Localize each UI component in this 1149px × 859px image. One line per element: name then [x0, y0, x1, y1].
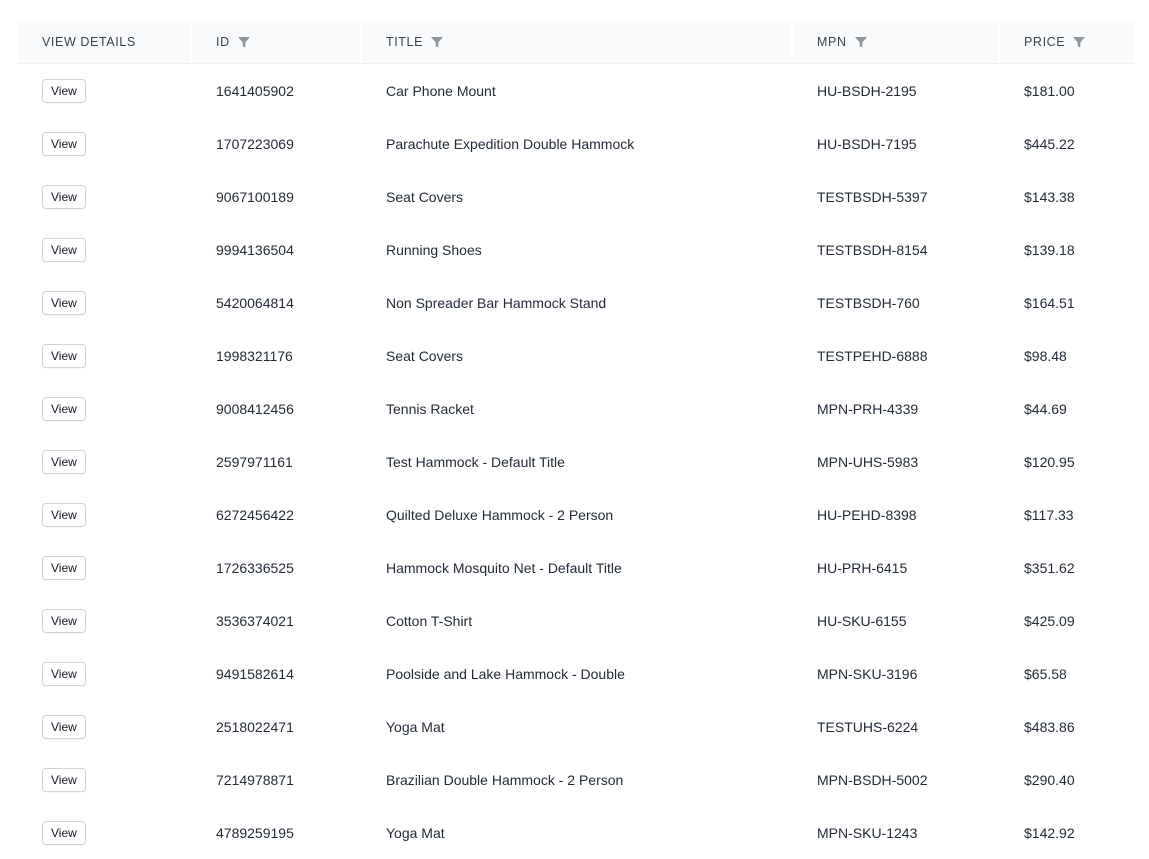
table-header — [18, 20, 1134, 64]
table-row — [18, 170, 1134, 223]
cell-title: Yoga Mat — [386, 824, 445, 841]
table-row — [18, 223, 1134, 276]
cell-id: 9994136504 — [216, 241, 294, 258]
cell-view — [18, 291, 192, 315]
cell-price: $139.18 — [1024, 241, 1075, 258]
cell-id: 2597971161 — [216, 453, 293, 470]
cell-title: Brazilian Double Hammock - 2 Person — [386, 771, 624, 788]
view-button[interactable]: View — [42, 768, 86, 792]
filter-icon[interactable] — [1073, 36, 1085, 48]
cell-price: $425.09 — [1024, 612, 1075, 629]
cell-price: $98.48 — [1024, 347, 1067, 364]
cell-mpn: HU-SKU-6155 — [817, 612, 907, 629]
filter-icon[interactable] — [238, 36, 250, 48]
cell-id: 1641405902 — [216, 82, 294, 99]
view-button[interactable]: View — [42, 662, 86, 686]
table-row — [18, 276, 1134, 329]
cell-view — [18, 503, 192, 527]
cell-price: $120.95 — [1024, 453, 1075, 470]
cell-id: 1726336525 — [216, 559, 294, 576]
cell-mpn: MPN-UHS-5983 — [817, 453, 919, 470]
cell-price: $44.69 — [1024, 400, 1067, 417]
column-header-price[interactable] — [1000, 20, 1134, 63]
view-button[interactable]: View — [42, 503, 86, 527]
filter-icon[interactable] — [431, 36, 443, 48]
cell-price: $445.22 — [1024, 135, 1075, 152]
cell-id: 2518022471 — [216, 718, 294, 735]
column-header-label: VIEW DETAILS — [42, 34, 136, 49]
view-button[interactable]: View — [42, 609, 86, 633]
cell-title: Poolside and Lake Hammock - Double — [386, 665, 625, 682]
cell-title: Running Shoes — [386, 241, 482, 258]
cell-view — [18, 715, 192, 739]
cell-title: Hammock Mosquito Net - Default Title — [386, 559, 622, 576]
cell-price: $181.00 — [1024, 82, 1075, 99]
cell-price: $117.33 — [1024, 506, 1074, 523]
table-row — [18, 647, 1134, 700]
view-button[interactable]: View — [42, 397, 86, 421]
view-button[interactable]: View — [42, 291, 86, 315]
cell-id: 6272456422 — [216, 506, 294, 523]
cell-mpn: HU-BSDH-2195 — [817, 82, 917, 99]
view-button[interactable]: View — [42, 450, 86, 474]
cell-price: $290.40 — [1024, 771, 1075, 788]
view-button[interactable]: View — [42, 556, 86, 580]
cell-mpn: TESTBSDH-760 — [817, 294, 920, 311]
column-header-view-details — [18, 20, 192, 63]
cell-id: 5420064814 — [216, 294, 294, 311]
column-header-label: TITLE — [386, 34, 424, 49]
cell-mpn: HU-PEHD-8398 — [817, 506, 917, 523]
cell-mpn: TESTUHS-6224 — [817, 718, 919, 735]
table-row — [18, 700, 1134, 753]
cell-title: Tennis Racket — [386, 400, 474, 417]
column-header-label: ID — [216, 34, 230, 49]
cell-id: 9008412456 — [216, 400, 294, 417]
products-table — [18, 20, 1134, 859]
view-button[interactable]: View — [42, 185, 86, 209]
cell-title: Seat Covers — [386, 188, 464, 205]
column-header-label: MPN — [817, 34, 847, 49]
cell-view — [18, 185, 192, 209]
cell-title: Quilted Deluxe Hammock - 2 Person — [386, 506, 614, 523]
table-row — [18, 806, 1134, 859]
cell-view — [18, 79, 192, 103]
cell-id: 7214978871 — [216, 771, 294, 788]
cell-title: Car Phone Mount — [386, 82, 496, 99]
cell-view — [18, 450, 192, 474]
cell-mpn: MPN-PRH-4339 — [817, 400, 919, 417]
column-header-title[interactable] — [362, 20, 793, 63]
cell-id: 3536374021 — [216, 612, 294, 629]
view-button[interactable]: View — [42, 132, 86, 156]
table-row — [18, 541, 1134, 594]
table-row — [18, 488, 1134, 541]
cell-price: $142.92 — [1024, 824, 1075, 841]
cell-view — [18, 768, 192, 792]
table-row — [18, 753, 1134, 806]
table-row — [18, 382, 1134, 435]
cell-mpn: MPN-SKU-1243 — [817, 824, 918, 841]
cell-mpn: MPN-SKU-3196 — [817, 665, 918, 682]
table-row — [18, 64, 1134, 117]
table-row — [18, 594, 1134, 647]
cell-price: $65.58 — [1024, 665, 1067, 682]
cell-mpn: TESTBSDH-8154 — [817, 241, 928, 258]
column-header-id[interactable] — [192, 20, 362, 63]
cell-title: Non Spreader Bar Hammock Stand — [386, 294, 607, 311]
cell-title: Seat Covers — [386, 347, 464, 364]
cell-view — [18, 556, 192, 580]
cell-mpn: TESTBSDH-5397 — [817, 188, 928, 205]
filter-icon[interactable] — [855, 36, 867, 48]
view-button[interactable]: View — [42, 715, 86, 739]
cell-price: $483.86 — [1024, 718, 1075, 735]
view-button[interactable]: View — [42, 238, 86, 262]
table-row — [18, 329, 1134, 382]
table-body — [18, 64, 1134, 859]
cell-view — [18, 821, 192, 845]
cell-view — [18, 609, 192, 633]
cell-id: 4789259195 — [216, 824, 294, 841]
view-button[interactable]: View — [42, 821, 86, 845]
cell-view — [18, 397, 192, 421]
cell-view — [18, 344, 192, 368]
cell-price: $143.38 — [1024, 188, 1075, 205]
view-button[interactable]: View — [42, 79, 86, 103]
cell-mpn: HU-PRH-6415 — [817, 559, 908, 576]
cell-id: 9067100189 — [216, 188, 294, 205]
cell-view — [18, 238, 192, 262]
cell-mpn: TESTPEHD-6888 — [817, 347, 928, 364]
cell-id: 1998321176 — [216, 347, 293, 364]
cell-price: $351.62 — [1024, 559, 1075, 576]
cell-id: 9491582614 — [216, 665, 294, 682]
view-button[interactable]: View — [42, 344, 86, 368]
cell-title: Yoga Mat — [386, 718, 445, 735]
column-header-mpn[interactable] — [793, 20, 1000, 63]
cell-view — [18, 662, 192, 686]
column-header-label: PRICE — [1024, 34, 1066, 49]
table-row — [18, 435, 1134, 488]
cell-mpn: MPN-BSDH-5002 — [817, 771, 928, 788]
cell-price: $164.51 — [1024, 294, 1075, 311]
cell-id: 1707223069 — [216, 135, 294, 152]
cell-view — [18, 132, 192, 156]
cell-title: Cotton T-Shirt — [386, 612, 473, 629]
table-row — [18, 117, 1134, 170]
cell-mpn: HU-BSDH-7195 — [817, 135, 917, 152]
cell-title: Test Hammock - Default Title — [386, 453, 565, 470]
cell-title: Parachute Expedition Double Hammock — [386, 135, 635, 152]
